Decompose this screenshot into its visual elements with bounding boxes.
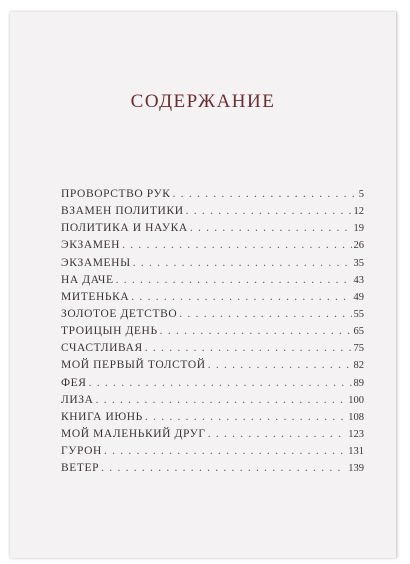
toc-leader-dots bbox=[179, 308, 351, 320]
toc-entry-title: ФЕЯ bbox=[61, 376, 87, 389]
toc-entry-title: СЧАСТЛИВАЯ bbox=[61, 342, 143, 355]
toc-entry-page: 49 bbox=[353, 291, 364, 303]
toc-entry-title: ВЕТЕР bbox=[61, 462, 100, 475]
toc-entry bbox=[61, 411, 364, 428]
toc-leader-dots bbox=[101, 462, 346, 474]
toc-entry bbox=[61, 394, 364, 411]
toc-entry-page: 5 bbox=[358, 189, 364, 200]
toc-leader-dots bbox=[145, 342, 352, 354]
toc-entry bbox=[61, 428, 364, 445]
toc-entry-title: ЭКЗАМЕН bbox=[61, 239, 121, 252]
book-page bbox=[10, 12, 397, 558]
toc-leader-dots bbox=[208, 359, 352, 371]
toc-entry-page: 139 bbox=[348, 463, 364, 475]
toc-leader-dots bbox=[89, 377, 352, 389]
toc-leader-dots bbox=[190, 222, 352, 234]
toc-entry bbox=[61, 342, 364, 359]
toc-leader-dots bbox=[186, 205, 352, 217]
toc-entry-page: 55 bbox=[353, 308, 364, 320]
toc-entry-title: ЗОЛОТОЕ ДЕТСТВО bbox=[61, 307, 178, 320]
toc-entry-page: 131 bbox=[348, 446, 364, 458]
toc-leader-dots bbox=[122, 239, 351, 251]
table-of-contents bbox=[61, 188, 364, 479]
toc-entry-page: 89 bbox=[353, 377, 364, 389]
toc-entry-page: 75 bbox=[353, 343, 364, 355]
toc-entry-title: ВЗАМЕН ПОЛИТИКИ bbox=[61, 205, 184, 218]
toc-entry-title: МОЙ МАЛЕНЬКИЙ ДРУГ bbox=[61, 427, 206, 440]
toc-entry-page: 12 bbox=[353, 206, 364, 218]
toc-leader-dots bbox=[173, 188, 357, 200]
toc-entry bbox=[61, 308, 364, 325]
toc-leader-dots bbox=[116, 274, 352, 286]
toc-entry bbox=[61, 239, 364, 256]
toc-entry-title: ЛИЗА bbox=[61, 393, 94, 406]
toc-entry-title: ГУРОН bbox=[61, 445, 102, 458]
toc-entry-title: НА ДАЧЕ bbox=[61, 273, 114, 286]
toc-entry-title: ТРОИЦЫН ДЕНЬ bbox=[61, 325, 158, 338]
toc-leader-dots bbox=[133, 257, 352, 269]
toc-entry bbox=[61, 222, 364, 239]
toc-leader-dots bbox=[131, 291, 351, 303]
toc-entry bbox=[61, 325, 364, 342]
toc-entry bbox=[61, 257, 364, 274]
toc-entry bbox=[61, 377, 364, 394]
toc-entry-page: 19 bbox=[353, 223, 364, 235]
toc-entry bbox=[61, 462, 364, 479]
toc-entry bbox=[61, 445, 364, 462]
toc-entry bbox=[61, 291, 364, 308]
toc-entry-title: МИТЕНЬКА bbox=[61, 290, 130, 303]
contents-heading: СОДЕРЖАНИЕ bbox=[130, 91, 276, 112]
toc-entry-page: 82 bbox=[353, 360, 364, 372]
toc-entry-page: 100 bbox=[348, 394, 364, 406]
toc-entry-page: 65 bbox=[353, 326, 364, 338]
toc-entry-title: ПОЛИТИКА И НАУКА bbox=[61, 222, 188, 235]
toc-entry-title: КНИГА ИЮНЬ bbox=[61, 410, 143, 423]
toc-leader-dots bbox=[104, 445, 346, 457]
toc-entry-page: 123 bbox=[348, 428, 364, 440]
toc-entry-title: МОЙ ПЕРВЫЙ ТОЛСТОЙ bbox=[61, 359, 206, 372]
toc-leader-dots bbox=[145, 411, 346, 423]
toc-entry-title: ЭКЗАМЕНЫ bbox=[61, 256, 131, 269]
toc-entry-title: ПРОВОРСТВО РУК bbox=[61, 188, 171, 200]
toc-entry-page: 43 bbox=[353, 274, 364, 286]
toc-leader-dots bbox=[208, 428, 347, 440]
toc-entry-page: 108 bbox=[348, 411, 364, 423]
toc-entry bbox=[61, 274, 364, 291]
toc-leader-dots bbox=[96, 394, 347, 406]
toc-leader-dots bbox=[160, 325, 352, 337]
toc-entry bbox=[61, 359, 364, 376]
toc-entry bbox=[61, 205, 364, 222]
toc-entry-page: 26 bbox=[353, 240, 364, 252]
toc-entry bbox=[61, 188, 364, 205]
toc-entry-page: 35 bbox=[353, 257, 364, 269]
